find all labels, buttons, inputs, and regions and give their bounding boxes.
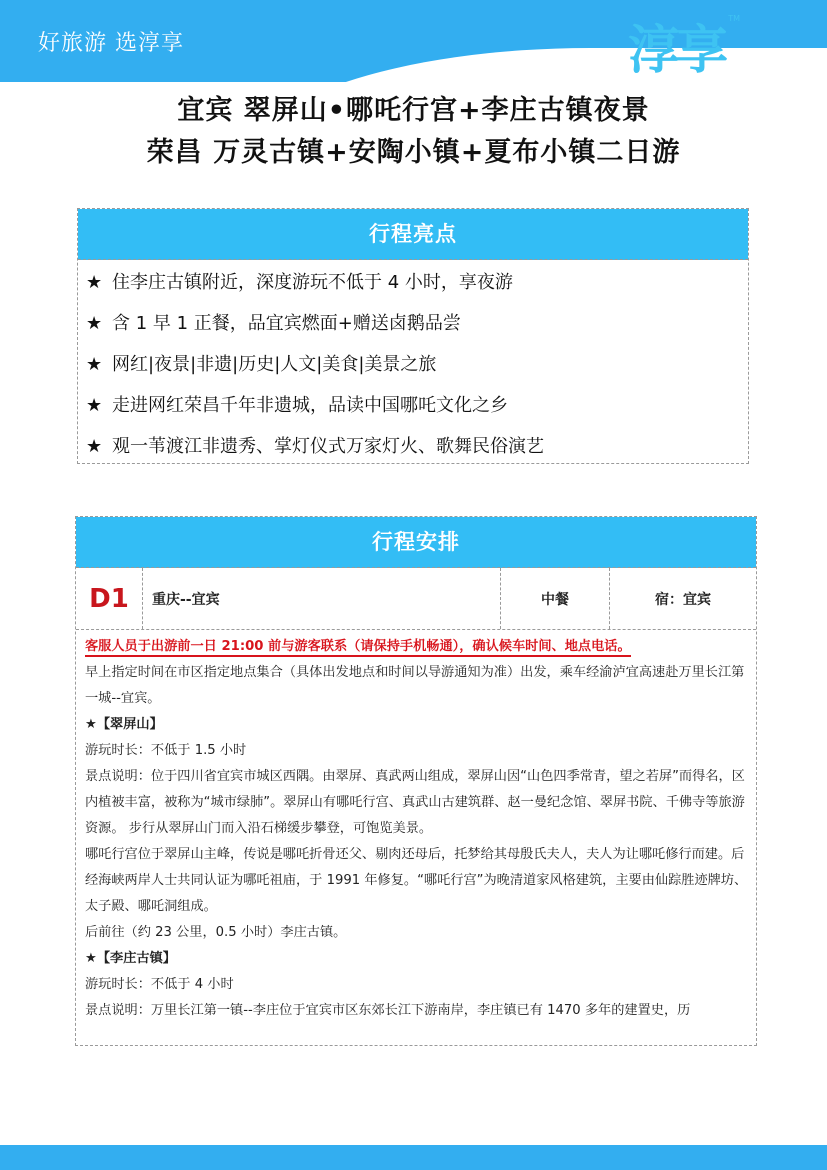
section-title: ★【李庄古镇】: [85, 951, 176, 966]
highlights-heading: 行程亮点: [78, 209, 748, 260]
highlight-item: [86, 264, 748, 305]
paragraph: 景点说明：位于四川省宜宾市城区西隅。由翠屏、真武两山组成，翠屏山因“山色四季常青，望之若屏”而得名，区内植被丰富，被称为“城市绿肺”。翠屏山有哪吒行宫、真武山古建筑群、赵一曼纪念馆、翠屏书院、千佛寺等旅游资源。 步行从翠屏山门而入沿石梯缓步攀登，可饱览美景。: [85, 769, 745, 836]
day-label: D1: [76, 568, 143, 629]
highlight-text: 含 1 早 1 正餐，品宜宾燃面+赠送卤鹅品尝: [112, 313, 461, 334]
highlight-item: [86, 346, 748, 387]
highlights-list: [78, 260, 748, 469]
star-icon: ★: [86, 313, 103, 334]
highlight-text: 走进网红荣昌千年非遗城，品读中国哪吒文化之乡: [112, 395, 508, 416]
highlight-item: [86, 387, 748, 428]
logo-trademark: TM: [728, 14, 740, 23]
paragraph: 游玩时长：不低于 1.5 小时: [85, 743, 247, 758]
service-notice: [85, 634, 748, 660]
logo-text: 淳享: [628, 21, 725, 81]
highlight-text: 住李庄古镇附近，深度游玩不低于 4 小时，享夜游: [112, 272, 513, 293]
paragraph: 景点说明：万里长江第一镇--李庄位于宜宾市区东郊长江下游南岸，李庄镇已有 1470 多年的建置史，历: [85, 1003, 691, 1018]
highlights-section: [77, 208, 749, 464]
day-route: 重庆--宜宾: [143, 568, 501, 629]
header-wave: [240, 48, 827, 82]
star-icon: ★: [86, 354, 103, 375]
star-icon: ★: [86, 436, 103, 457]
star-icon: ★: [86, 272, 103, 293]
section-title: ★【翠屏山】: [85, 717, 163, 732]
day-meal: 中餐: [501, 568, 610, 629]
brand-logo: [628, 12, 738, 90]
slogan: 好旅游 选淳享: [38, 31, 184, 56]
day-content: [76, 630, 756, 1024]
paragraph: 早上指定时间在市区指定地点集合（具体出发地点和时间以导游通知为准）出发，乘车经渝泸宜高速赴万里长江第一城--宜宾。: [85, 665, 745, 706]
day-stay: 宿：宜宾: [655, 591, 711, 608]
service-notice-text: 客服人员于出游前一日 21:00 前与游客联系（请保持手机畅通），确认候车时间、地点电话。: [85, 639, 631, 657]
page-title-line1: 宜宾 翠屏山•哪吒行宫+李庄古镇夜景: [177, 95, 650, 126]
highlight-text: 观一苇渡江非遗秀、掌灯仪式万家灯火、歌舞民俗演艺: [112, 436, 544, 457]
schedule-heading: 行程安排: [76, 517, 756, 568]
schedule-section: [75, 516, 757, 1046]
paragraph: 哪吒行宫位于翠屏山主峰，传说是哪吒折骨还父、剔肉还母后，托梦给其母殷氏夫人，夫人为让哪吒修行而建。后经海峡两岸人士共同认证为哪吒祖庙，于 1991 年修复。“哪吒行宫”为晚清道家风格建筑，主要由仙踪胜迹牌坊、太子殿、哪吒洞组成。: [85, 847, 748, 914]
page-title-line2: 荣昌 万灵古镇+安陶小镇+夏布小镇二日游: [146, 137, 681, 168]
footer-band: [0, 1145, 827, 1170]
highlight-text: 网红|夜景|非遗|历史|人文|美食|美景之旅: [112, 354, 437, 375]
day-header-row: [76, 568, 756, 630]
paragraph: 后前往（约 23 公里，0.5 小时）李庄古镇。: [85, 925, 347, 940]
paragraph: 游玩时长：不低于 4 小时: [85, 977, 234, 992]
star-icon: ★: [86, 395, 103, 416]
highlight-item: [86, 305, 748, 346]
highlight-item: [86, 428, 748, 469]
